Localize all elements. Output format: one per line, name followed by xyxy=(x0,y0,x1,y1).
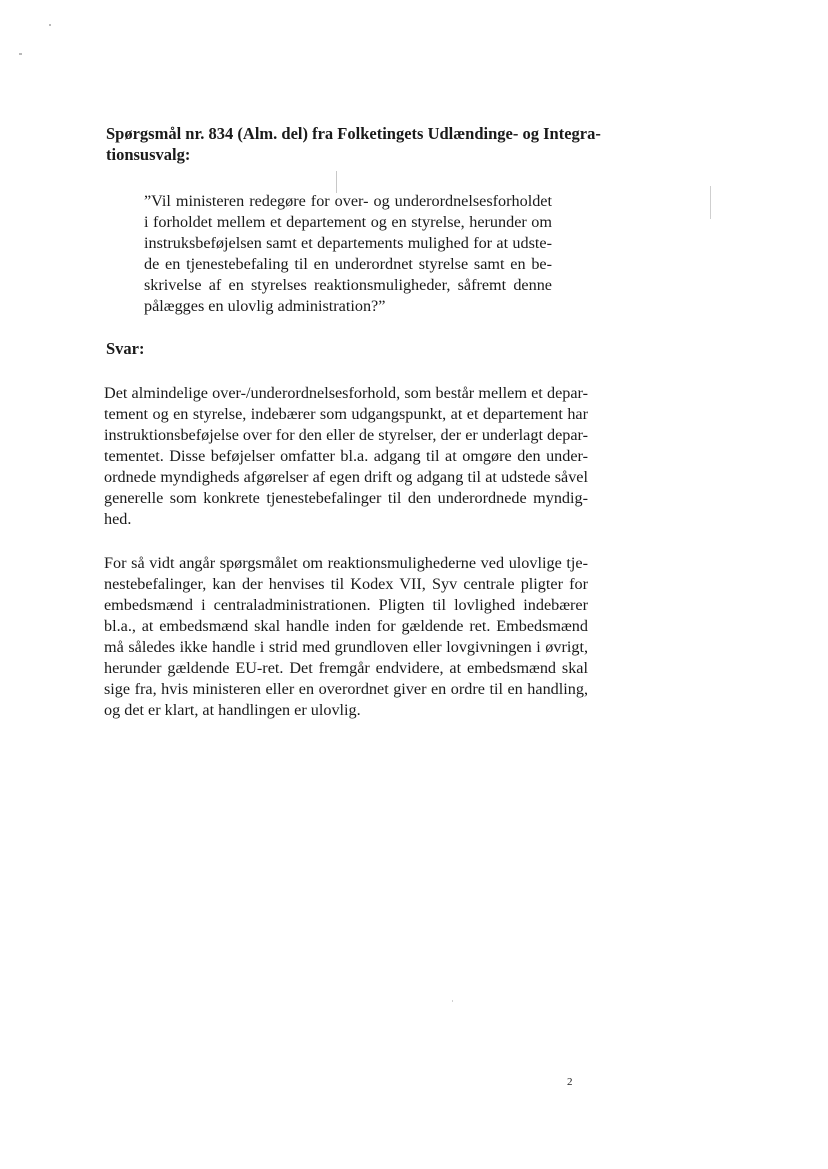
scan-speck xyxy=(452,1000,453,1002)
answer-paragraph-line: instruktionsbeføjelse over for den eller de styrelser, der er underlagt depar- xyxy=(104,426,589,444)
quote-line: skrivelse af en styrelses reaktionsmuligheder, såfremt denne xyxy=(144,276,552,294)
answer-paragraph-line: herunder gældende EU-ret. Det fremgår endvidere, at embedsmænd skal xyxy=(104,659,588,677)
quote-line: i forholdet mellem et departement og en styrelse, herunder om xyxy=(144,213,552,231)
answer-paragraph-line: hed. xyxy=(104,510,132,528)
answer-paragraph-line: og det er klart, at handlingen er ulovlig. xyxy=(104,701,361,719)
question-title-line: Spørgsmål nr. 834 (Alm. del) fra Folketingets Udlændinge- og Integra- xyxy=(106,124,601,143)
answer-paragraph-line: tementet. Disse beføjelser omfatter bl.a. adgang til at omgøre den under- xyxy=(104,447,588,465)
quote-line: ”Vil ministeren redegøre for over- og underordnelsesforholdet xyxy=(144,192,552,210)
answer-paragraph-line: generelle som konkrete tjenestebefalinger til den underordnede myndig- xyxy=(104,489,588,507)
scan-mark-vertical xyxy=(336,171,337,193)
answer-paragraph-line: tement og en styrelse, indebærer som udgangspunkt, at et departement har xyxy=(104,405,588,423)
scan-speck xyxy=(19,53,22,55)
answer-paragraph-line: bl.a., at embedsmænd skal handle inden for gældende ret. Embedsmænd xyxy=(104,617,588,635)
page-number: 2 xyxy=(567,1076,573,1088)
answer-paragraph-line: embedsmænd i centraladministrationen. Pligten til lovlighed indebærer xyxy=(104,596,588,614)
answer-paragraph-line: må således ikke handle i strid med grundloven eller lovgivningen i øvrigt, xyxy=(104,638,588,656)
answer-paragraph-line: ordnede myndigheds afgørelser af egen drift og adgang til at udstede såvel xyxy=(104,468,588,486)
answer-paragraph-line: Det almindelige over-/underordnelsesforhold, som består mellem et depar- xyxy=(104,384,588,402)
question-title-line: tionsusvalg: xyxy=(106,145,191,164)
answer-paragraph-line: For så vidt angår spørgsmålet om reaktionsmulighederne ved ulovlige tje- xyxy=(104,554,588,572)
scan-speck xyxy=(49,24,51,26)
answer-heading: Svar: xyxy=(106,339,145,358)
quote-line: instruksbeføjelsen samt et departements mulighed for at udste- xyxy=(144,234,552,252)
quote-line: pålægges en ulovlig administration?” xyxy=(144,297,386,315)
quote-line: de en tjenestebefaling til en underordnet styrelse samt en be- xyxy=(144,255,552,273)
answer-paragraph-line: sige fra, hvis ministeren eller en overordnet giver en ordre til en handling, xyxy=(104,680,588,698)
scan-mark-vertical xyxy=(710,186,711,219)
answer-paragraph-line: nestebefalinger, kan der henvises til Kodex VII, Syv centrale pligter for xyxy=(104,575,588,593)
